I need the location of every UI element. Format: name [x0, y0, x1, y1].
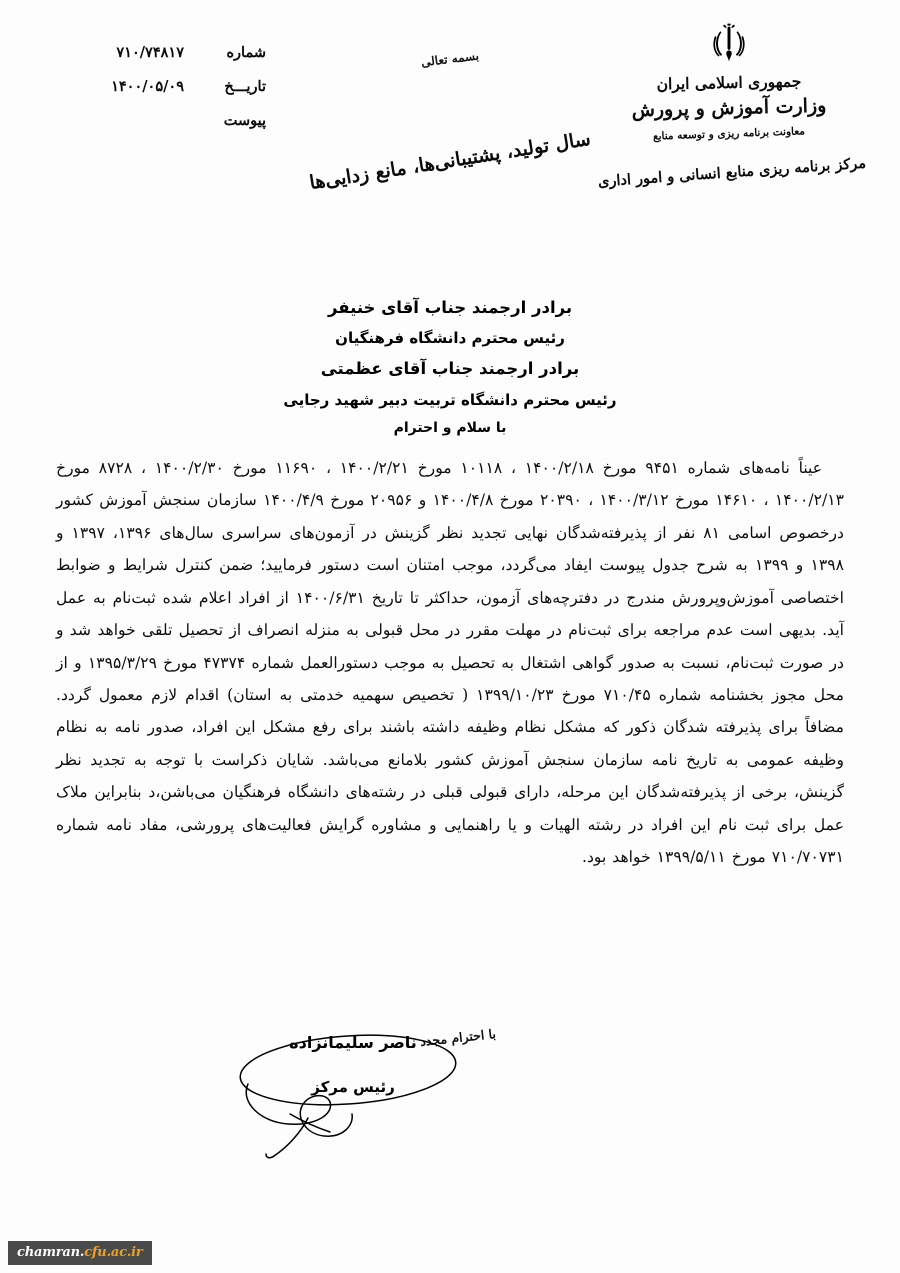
- letter-meta: [46, 44, 266, 146]
- letter-header: [0, 0, 900, 250]
- site-watermark: [8, 1241, 152, 1265]
- watermark-text-1: chamran.: [17, 1245, 85, 1260]
- signature-names: [258, 1034, 448, 1096]
- signature-block: [0, 1018, 900, 1178]
- year-slogan: سال تولید، پشتیبانی‌ها، مانع زدایی‌ها: [307, 127, 593, 195]
- meta-row-number: [46, 44, 266, 61]
- addressee-title-2: رئیس محترم دانشگاه تربیت دبیر شهید رجایی: [283, 390, 617, 409]
- addressee-name-2: برادر ارجمند جناب آقای عظمتی: [320, 359, 580, 379]
- letterhead: [584, 22, 874, 191]
- number-value: ۷۱۰/۷۴۸۱۷: [116, 44, 184, 61]
- addressee-block: [60, 292, 840, 442]
- watermark-text-2: cfu.ac.ir: [84, 1245, 143, 1260]
- signer-name: ناصر سلیمانزاده: [289, 1033, 417, 1052]
- iran-emblem-icon: [706, 22, 752, 68]
- signer-role: رئیس مرکز: [311, 1077, 395, 1096]
- attachment-label: پیوست: [223, 112, 266, 129]
- closing-regards: با احترام مجدد: [419, 1026, 497, 1049]
- meta-row-date: [46, 78, 266, 95]
- basmala: بسمه تعالی: [420, 48, 480, 70]
- letterhead-deputy: معاونت برنامه ریزی و توسعه منابع: [652, 125, 806, 143]
- letterhead-ministry: وزارت آموزش و پرورش: [631, 95, 827, 122]
- greeting-line: با سلام و احترام: [393, 419, 507, 436]
- number-label: شماره: [226, 44, 266, 61]
- body-paragraph: عیناً نامه‌های شماره ۹۴۵۱ مورخ ۱۴۰۰/۲/۱۸ ، ۱۰۱۱۸ مورخ ۱۴۰۰/۲/۲۱ ، ۱۱۶۹۰ مورخ ۱۴۰۰/۲/۳۰ ، ۸۷۲۸ مورخ ۱۴۰۰/۲/۱۳ ، ۱۴۶۱۰ مورخ ۱۴۰۰/۳/۱۲ ، ۲۰۳۹۰ مورخ ۱۴۰۰/۴/۸ و ۲۰۹۵۶ مورخ ۱۴۰۰/۴/۹ سازمان سنجش آموزش کشور درخصوص اسامی ۸۱ نفر از پذیرفته‌شدگان نهایی تجدید نظر گزینش در آزمون‌های سراسری سال‌های ۱۳۹۶، ۱۳۹۷ و ۱۳۹۸ و ۱۳۹۹ به شرح جدول پیوست ایفاد می‌گردد، موجب امتنان است دستور فرمایید؛ ضمن کنترل شرایط و ضوابط اختصاصی آموزش‌وپرورش مندرج در دفترچه‌های آزمون، حداکثر تا تاریخ ۱۴۰۰/۶/۳۱ از افراد اعلام شده ثبت‌نام به عمل آید. بدیهی است عدم مراجعه برای ثبت‌نام در مهلت مقرر در محل قبولی به منزله انصراف از تحصیل تلقی خواهد شد و در صورت ثبت‌نام، نسبت به صدور گواهی اشتغال به تحصیل به موجب دستورالعمل شماره ۴۷۳۷۴ مورخ ۱۳۹۵/۳/۲۹ و از محل مجوز بخشنامه شماره ۷۱۰/۴۵ مورخ ۱۳۹۹/۱۰/۲۳ ( تخصیص سهمیه خدمتی به استان) اقدام لازم معمول گردد. مضافاً برای پذیرفته شدگان ذکور که مشکل نظام وظیفه داشته باشند برای رفع مشکل این افراد، صدور نامه به نظام وظیفه عمومی به تاریخ نامه سازمان سنجش آموزش کشور بلامانع می‌باشد. شایان ذکراست با توجه به تجدید نظر گزینش، برخی از پذیرفته‌شدگان این مرحله، دارای قبولی قبلی در رشته‌های دانشگاه فرهنگیان می‌باشن،د بنابراین ملاک عمل برای ثبت نام این افراد در رشته الهیات و یا راهنمایی و مشاوره گرایش فعالیت‌های پرورشی، مفاد نامه شماره ۷۱۰/۷۰۷۳۱ مورخ ۱۳۹۹/۵/۱۱ خواهد بود.: [56, 459, 845, 867]
- addressee-name-1: برادر ارجمند جناب آقای خنیفر: [327, 298, 573, 317]
- letterhead-country: جمهوری اسلامی ایران: [656, 71, 802, 94]
- date-label: تاریـــخ: [224, 78, 266, 95]
- addressee-title-1: رئیس محترم دانشگاه فرهنگیان: [335, 329, 565, 348]
- letter-body: [56, 452, 844, 873]
- date-value: ۱۴۰۰/۰۵/۰۹: [111, 78, 184, 95]
- letterhead-center: مرکز برنامه ریزی منابع انسانی و امور اداری: [597, 154, 867, 191]
- meta-row-attachment: [46, 112, 266, 129]
